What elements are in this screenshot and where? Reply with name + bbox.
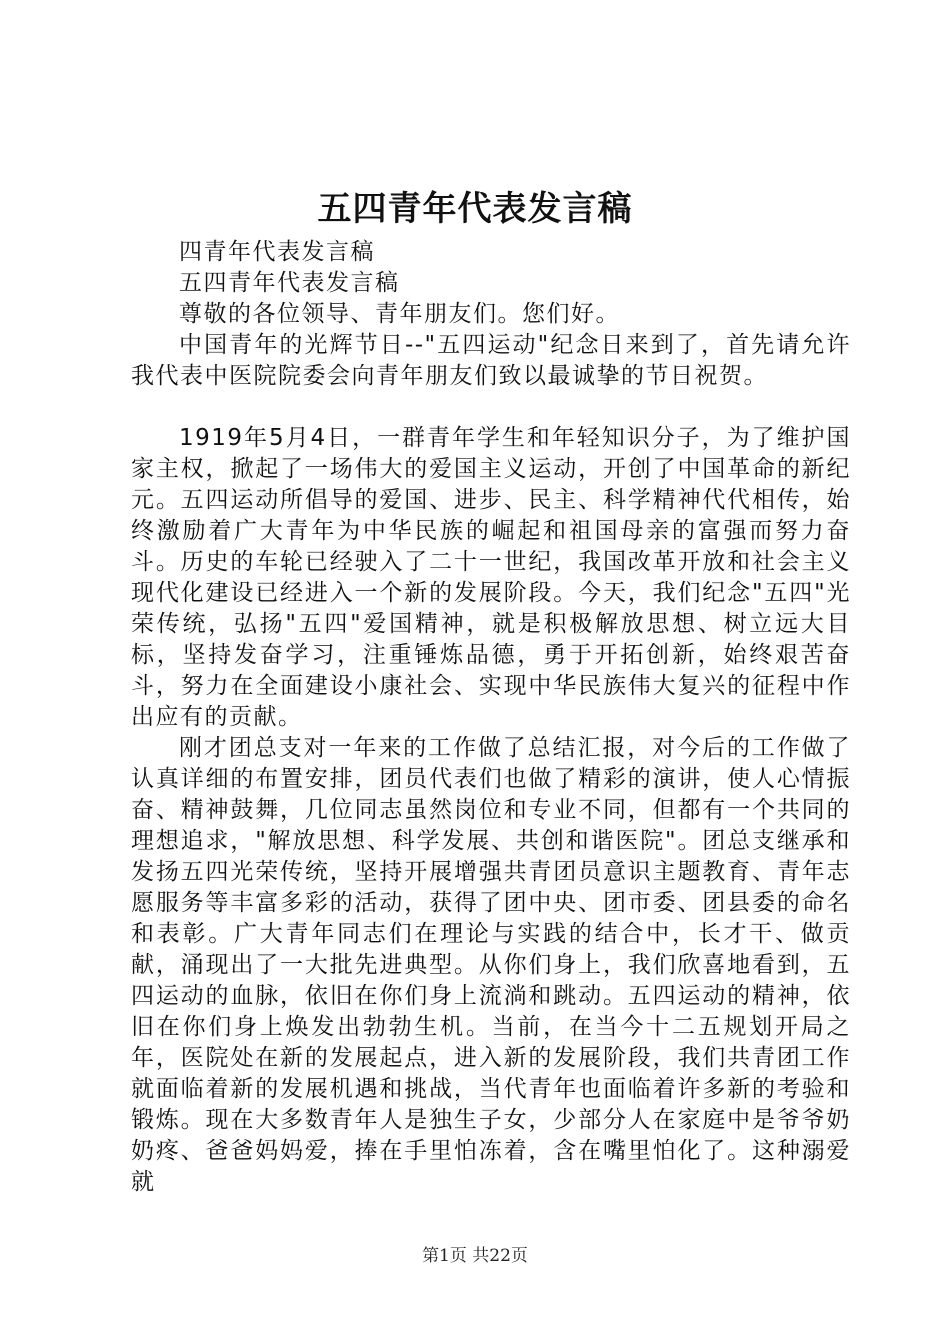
paragraph-history: 1919年5月4日，一群青年学生和年轻知识分子，为了维护国家主权，掀起了一场伟大的爱国主义运动，开创了中国革命的新纪元。五四运动所倡导的爱国、进步、民主、科学精神代代相传，始终激励着广大青年为中华民族的崛起和祖国母亲的富强而努力奋斗。历史的车轮已经驶入了二十一世纪，我国改革开放和社会主义现代化建设已经进入一个新的发展阶段。今天，我们纪念"五四"光荣传统，弘扬"五四"爱国精神，就是积极解放思想、树立远大目标，坚持发奋学习，注重锤炼品德，勇于开拓创新，始终艰苦奋斗，努力在全面建设小康社会、实现中华民族伟大复兴的征程中作出应有的贡献。 [131, 425, 851, 730]
paragraph-opening: 中国青年的光辉节日--"五四运动"纪念日来到了，首先请允许我代表中医院院委会向青年朋友们致以最诚挚的节日祝贺。 [131, 332, 851, 389]
paragraph-work-summary: 刚才团总支对一年来的工作做了总结汇报，对今后的工作做了认真详细的布置安排，团员代表们也做了精彩的演讲，使人心情振奋、精神鼓舞，几位同志虽然岗位和专业不同，但都有一个共同的理想追求，"解放思想、科学发展、共创和谐医院"。团总支继承和发扬五四光荣传统，坚持开展增强共青团员意识主题教育、青年志愿服务等丰富多彩的活动，获得了团中央、团市委、团县委的命名和表彰。广大青年同志们在理论与实践的结合中，长才干、做贡献，涌现出了一大批先进典型。从你们身上，我们欣喜地看到，五四运动的血脉，依旧在你们身上流淌和跳动。五四运动的精神，依旧在你们身上焕发出勃勃生机。当前，在当今十二五规划开局之年，医院处在新的发展起点，进入新的发展阶段，我们共青团工作就面临着新的发展机遇和挑战，当代青年也面临着许多新的考验和锻炼。现在大多数青年人是独生子女，少部分人在家庭中是爷爷奶奶疼、爸爸妈妈爱，捧在手里怕冻着，含在嘴里怕化了。这种溺爱就 [131, 735, 851, 1195]
page-footer: 第1页 共22页 [422, 1246, 528, 1266]
paragraph-subtitle-2: 五四青年代表发言稿 [179, 270, 400, 296]
paragraph-subtitle-1: 四青年代表发言稿 [179, 239, 375, 265]
document-body [131, 237, 851, 1198]
document-title: 五四青年代表发言稿 [317, 189, 633, 229]
paragraph-greeting: 尊敬的各位领导、青年朋友们。您们好。 [179, 301, 620, 327]
